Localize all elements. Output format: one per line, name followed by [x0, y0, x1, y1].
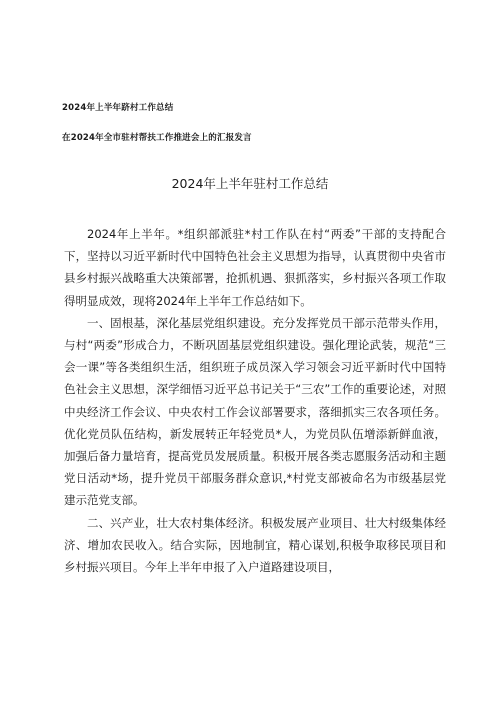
paragraph-party-building: 一、固根基，深化基层党组织建设。充分发挥党员干部示范带头作用，与村“两委”形成合力，不断巩固基层党组织建设。强化理论武装，规范“三会一课”等各类组织生活，组织班子成员深入学习领会习近平新时代中国特色社会主义思想，深学细悟习近平总书记关于“三农”工作的重要论述，对照中央经济工作会议、中央农村工作会议部署要求，落细抓实三农各项任务。优化党员队伍结构，新发展转正年轻党员*人，为党员队伍增添新鲜血液，加强后备力量培育，提高党员发展质量。积极开展各类志愿服务活动和主题党日活动*场，提升党员干部服务群众意识,*村党支部被命名为市级基层党建示范党支部。	[64, 315, 446, 508]
header-speech-subtitle: 在2024年全市驻村帮扶工作推进会上的汇报发言	[62, 133, 252, 143]
paragraph-industry: 二、兴产业，壮大农村集体经济。积极发展产业项目、壮大村级集体经济、增加农民收入。结合实际，因地制宜，精心谋划,积极争取移民项目和乡村振兴项目。今年上半年申报了入户道路建设项目，	[64, 515, 446, 575]
paragraph-intro: 2024年上半年。*组织部派驻*村工作队在村“两委”干部的支持配合下，坚持以习近平新时代中国特色社会主义思想为指导，认真贯彻中央省市县乡村振兴战略重大决策部署，抢抓机遇、狠抓落实，乡村振兴各项工作取得明显成效，现将2024年上半年工作总结如下。	[64, 227, 446, 308]
document-title: 2024年上半年驻村工作总结	[171, 176, 329, 191]
document-body	[64, 223, 446, 578]
header-summary-title: 2024年上半年跻村工作总结	[62, 103, 174, 113]
